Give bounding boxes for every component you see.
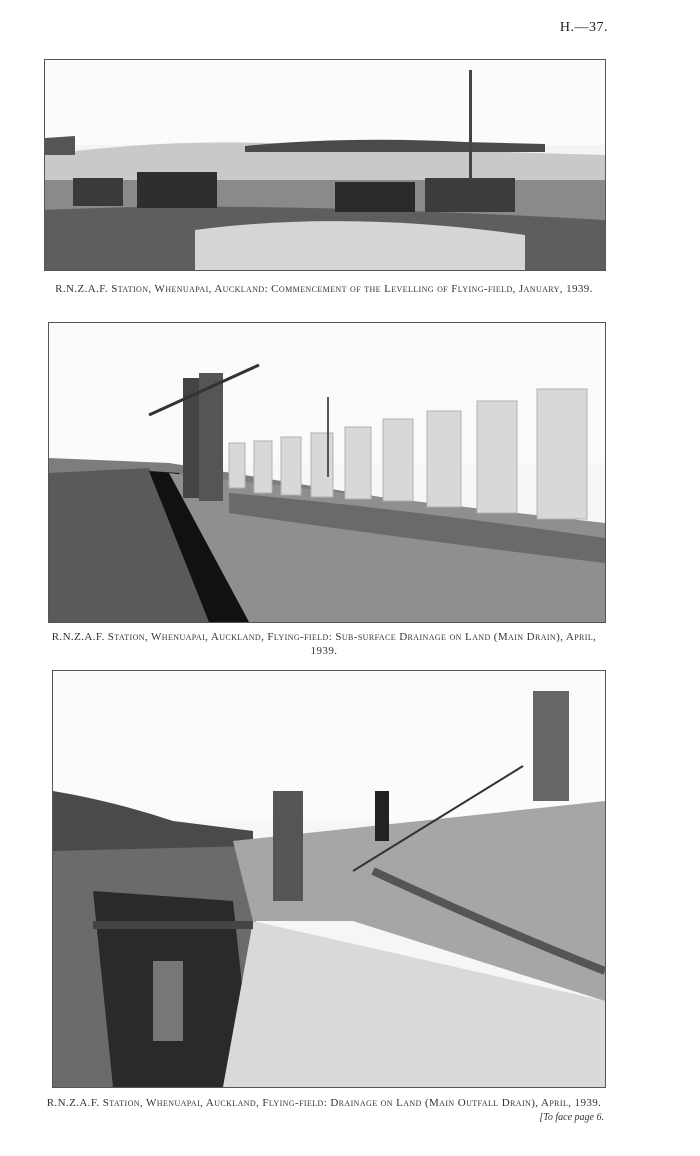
face-page-note: [To face page 6. [539,1112,604,1123]
page-reference: H.—37. [559,20,608,35]
photo-main-outfall-drain-image [53,671,605,1087]
photo-levelling-flying-field [44,59,606,271]
caption-levelling-flying-field: R.N.Z.A.F. Station, Whenuapai, Auckland: Commencement of the Levelling of Flying-field, January, 1939. [55,283,593,295]
caption-sub-surface-drainage: R.N.Z.A.F. Station, Whenuapai, Auckland, Flying-field: Sub-surface Drainage on Land (Main Drain), April, 1939. [51,631,597,657]
photo-main-outfall-drain [52,670,606,1088]
photo-levelling-image [45,60,605,270]
photo-sub-surface-drainage-image [49,323,605,622]
photo-sub-surface-drainage [48,322,606,623]
caption-main-outfall-drain: R.N.Z.A.F. Station, Whenuapai, Auckland, Flying-field: Drainage on Land (Main Outfall Drain), April, 1939. [46,1097,602,1109]
